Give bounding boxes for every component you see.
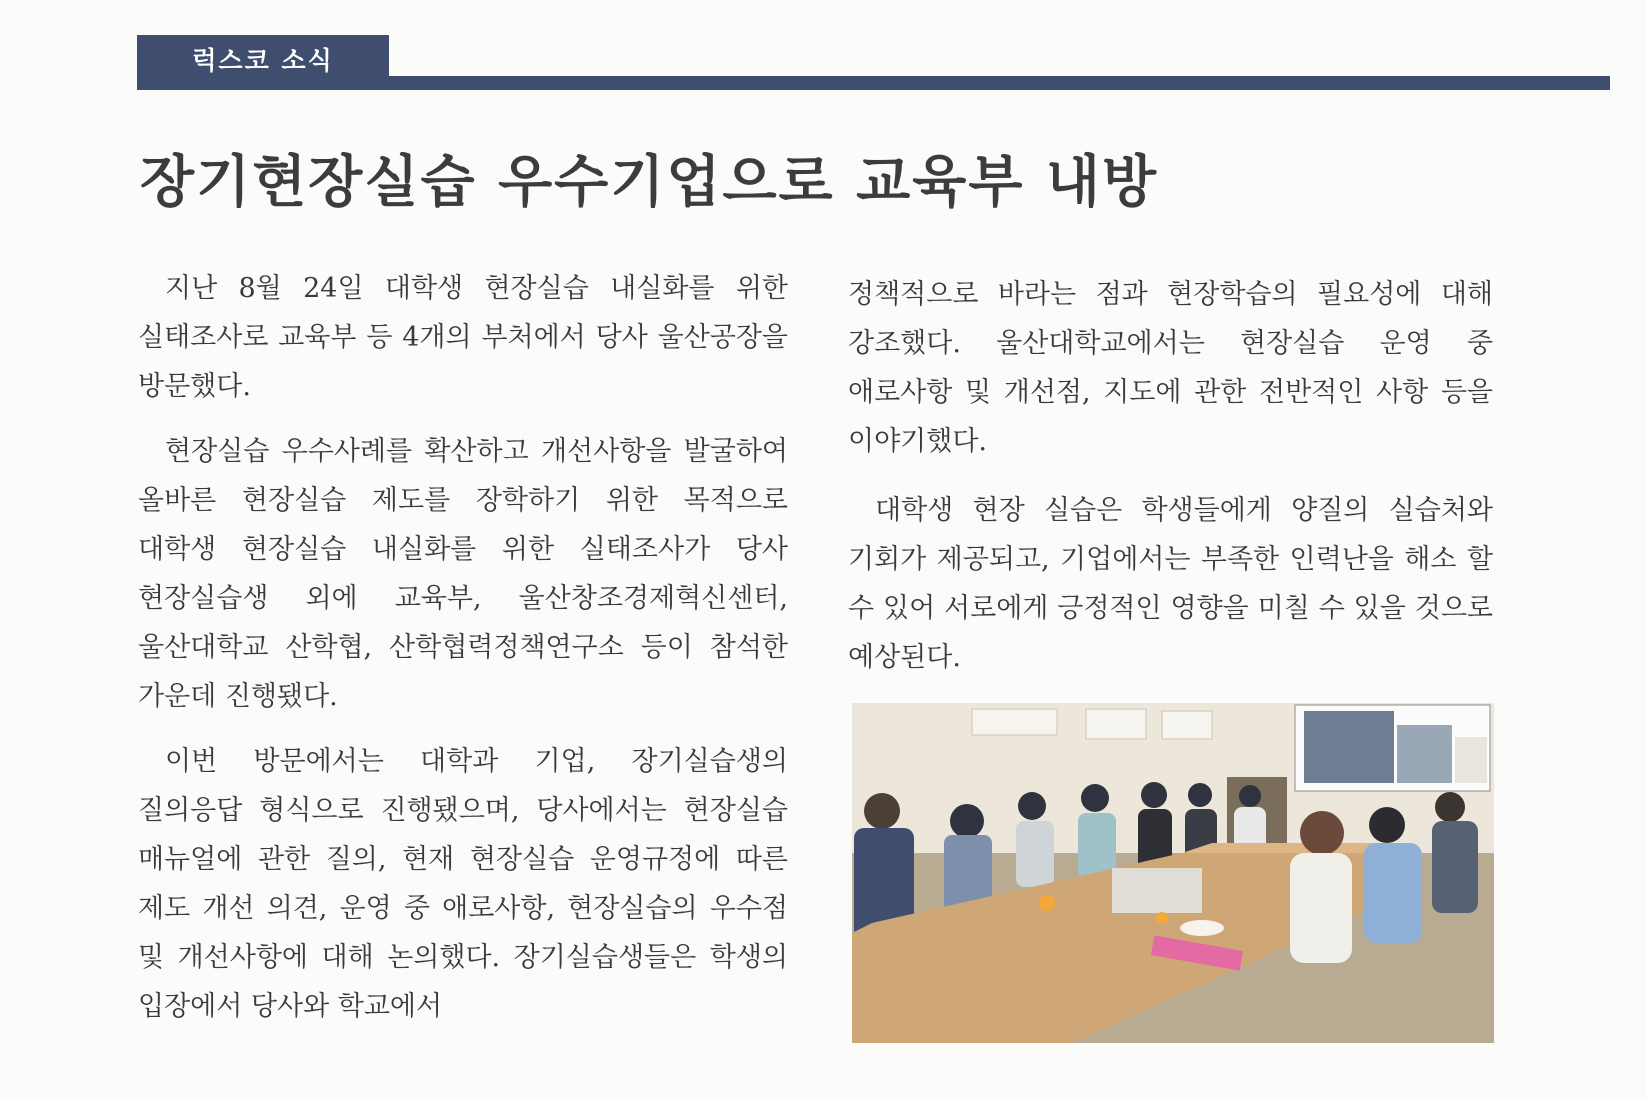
meeting-photo-illustration — [852, 703, 1494, 1043]
section-tab: 럭스코 소식 — [137, 35, 389, 83]
article-paragraph: 현장실습 우수사례를 확산하고 개선사항을 발굴하여 올바른 현장실습 제도를 장학하기 위한 목적으로 대학생 현장실습 내실화를 위한 실태조사가 당사 현장실습생 외에 교육부, 울산창조경제혁신센터, 울산대학교 산학협, 산학협력정책연구소 등이 참석한 가운데 진행됐다. — [138, 436, 788, 712]
article-column-left — [138, 264, 788, 1047]
article-paragraph: 이번 방문에서는 대학과 기업, 장기실습생의 질의응답 형식으로 진행됐으며, 당사에서는 현장실습 매뉴얼에 관한 질의, 현재 현장실습 운영규정에 따른 제도 개선 의견, 운영 중 애로사항, 현장실습의 우수점 및 개선사항에 대해 논의했다. 장기실습생들은 학생의 입장에서 당사와 학교에서 — [138, 746, 788, 1022]
article-column-right — [848, 270, 1493, 698]
article-paragraph: 정책적으로 바라는 점과 현장학습의 필요성에 대해 강조했다. 울산대학교에서는 현장실습 운영 중 애로사항 및 개선점, 지도에 관한 전반적인 사항 등을 이야기했다. — [848, 279, 1493, 457]
article-paragraph: 대학생 현장 실습은 학생들에게 양질의 실습처와 기회가 제공되고, 기업에서는 부족한 인력난을 해소 할 수 있어 서로에게 긍정적인 영향을 미칠 수 있을 것으로 예상된다. — [848, 495, 1493, 673]
article-paragraph: 지난 8월 24일 대학생 현장실습 내실화를 위한 실태조사로 교육부 등 4개의 부처에서 당사 울산공장을 방문했다. — [138, 273, 788, 402]
section-rule — [137, 76, 1610, 90]
article-headline: 장기현장실습 우수기업으로 교육부 내방 — [140, 150, 1159, 215]
meeting-photo — [852, 703, 1494, 1043]
